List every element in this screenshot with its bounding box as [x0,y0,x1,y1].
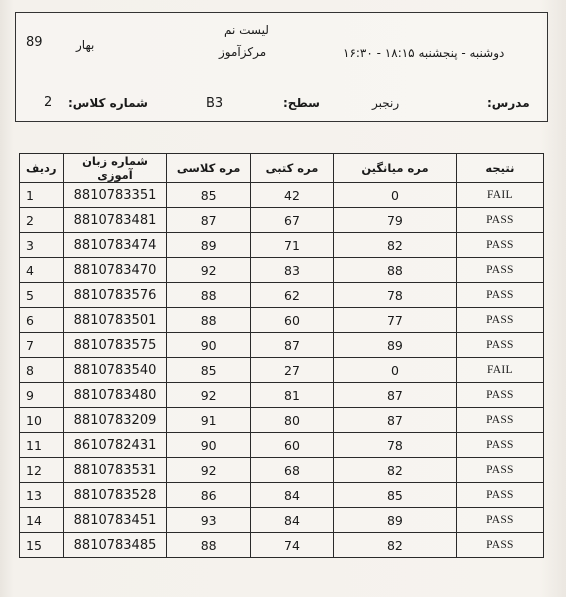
average-score-cell: 0 [334,183,457,208]
column-header: مره کلاسی [167,154,250,183]
table-row [20,183,544,208]
row-number-cell: 12 [20,458,64,483]
student-id-cell: 8810783531 [63,458,167,483]
teacher-label: مدرس: [487,96,530,110]
average-score-cell: 82 [334,533,457,558]
student-id-cell: 8810783528 [63,483,167,508]
header-code: 89 [26,35,43,50]
class-score-cell: 92 [167,258,250,283]
result-cell: PASS [456,383,543,408]
result-cell: PASS [456,508,543,533]
student-id-cell: 8810783209 [63,408,167,433]
average-score-cell: 78 [334,433,457,458]
student-id-cell: 8610782431 [63,433,167,458]
table-row [20,208,544,233]
row-number-cell: 11 [20,433,64,458]
row-number-cell: 8 [20,358,64,383]
table-row [20,458,544,483]
written-score-cell: 60 [250,433,333,458]
result-cell: PASS [456,208,543,233]
result-cell: PASS [456,308,543,333]
column-header: ردیف [20,154,64,183]
result-cell: PASS [456,258,543,283]
row-number-cell: 13 [20,483,64,508]
report-title: لیست نم [224,23,269,37]
table-row [20,383,544,408]
result-cell: PASS [456,533,543,558]
average-score-cell: 88 [334,258,457,283]
row-number-cell: 7 [20,333,64,358]
table-row [20,283,544,308]
average-score-cell: 78 [334,283,457,308]
average-score-cell: 79 [334,208,457,233]
written-score-cell: 74 [250,533,333,558]
table-row [20,483,544,508]
average-score-cell: 87 [334,383,457,408]
class-score-cell: 88 [167,308,250,333]
result-cell: PASS [456,333,543,358]
student-id-cell: 8810783351 [63,183,167,208]
table-body [20,183,544,558]
table-row [20,433,544,458]
class-score-cell: 93 [167,508,250,533]
table-row [20,358,544,383]
result-cell: FAIL [456,183,543,208]
row-number-cell: 4 [20,258,64,283]
written-score-cell: 84 [250,508,333,533]
class-score-cell: 90 [167,433,250,458]
season-label: بهار [76,38,95,52]
class-score-cell: 87 [167,208,250,233]
average-score-cell: 0 [334,358,457,383]
class-score-cell: 89 [167,233,250,258]
written-score-cell: 84 [250,483,333,508]
class-score-cell: 86 [167,483,250,508]
table-row [20,333,544,358]
result-cell: FAIL [456,358,543,383]
written-score-cell: 68 [250,458,333,483]
table-row [20,233,544,258]
student-id-cell: 8810783485 [63,533,167,558]
class-score-cell: 85 [167,183,250,208]
written-score-cell: 60 [250,308,333,333]
result-cell: PASS [456,408,543,433]
result-cell: PASS [456,458,543,483]
average-score-cell: 77 [334,308,457,333]
column-header: نتیجه [456,154,543,183]
table-row [20,308,544,333]
written-score-cell: 62 [250,283,333,308]
row-number-cell: 10 [20,408,64,433]
student-id-cell: 8810783480 [63,383,167,408]
level-label: سطح: [283,96,320,110]
student-id-cell: 8810783501 [63,308,167,333]
class-score-cell: 90 [167,333,250,358]
center-label: مرکزآموز [219,45,267,59]
student-id-cell: 8810783540 [63,358,167,383]
column-header: مره میانگین [334,154,457,183]
result-cell: PASS [456,283,543,308]
student-id-cell: 8810783470 [63,258,167,283]
student-id-cell: 8810783474 [63,233,167,258]
result-cell: PASS [456,233,543,258]
written-score-cell: 67 [250,208,333,233]
written-score-cell: 87 [250,333,333,358]
table-row [20,408,544,433]
written-score-cell: 27 [250,358,333,383]
class-score-cell: 92 [167,458,250,483]
class-score-cell: 92 [167,383,250,408]
class-score-cell: 91 [167,408,250,433]
column-header: شماره زبان آموزی [63,154,167,183]
class-score-cell: 85 [167,358,250,383]
student-id-cell: 8810783481 [63,208,167,233]
table-header-row [20,154,544,183]
row-number-cell: 5 [20,283,64,308]
class-number: 2 [44,95,53,110]
row-number-cell: 3 [20,233,64,258]
average-score-cell: 82 [334,233,457,258]
column-header: مره کتبی [250,154,333,183]
written-score-cell: 71 [250,233,333,258]
row-number-cell: 6 [20,308,64,333]
written-score-cell: 80 [250,408,333,433]
average-score-cell: 89 [334,333,457,358]
row-number-cell: 2 [20,208,64,233]
result-cell: PASS [456,433,543,458]
teacher-name: رنجبر [372,96,400,110]
class-score-cell: 88 [167,283,250,308]
level-value: B3 [206,96,224,111]
average-score-cell: 87 [334,408,457,433]
result-cell: PASS [456,483,543,508]
report-header [15,12,548,122]
average-score-cell: 89 [334,508,457,533]
written-score-cell: 42 [250,183,333,208]
schedule-text: دوشنبه - پنجشنبه ۱۸:۱۵ - ۱۶:۳۰ [343,46,505,60]
student-id-cell: 8810783575 [63,333,167,358]
written-score-cell: 81 [250,383,333,408]
table-row [20,508,544,533]
row-number-cell: 14 [20,508,64,533]
row-number-cell: 15 [20,533,64,558]
written-score-cell: 83 [250,258,333,283]
student-id-cell: 8810783451 [63,508,167,533]
student-id-cell: 8810783576 [63,283,167,308]
grades-table [19,153,544,558]
row-number-cell: 9 [20,383,64,408]
class-number-label: شماره کلاس: [68,96,148,110]
average-score-cell: 82 [334,458,457,483]
row-number-cell: 1 [20,183,64,208]
table-row [20,258,544,283]
table-row [20,533,544,558]
average-score-cell: 85 [334,483,457,508]
class-score-cell: 88 [167,533,250,558]
